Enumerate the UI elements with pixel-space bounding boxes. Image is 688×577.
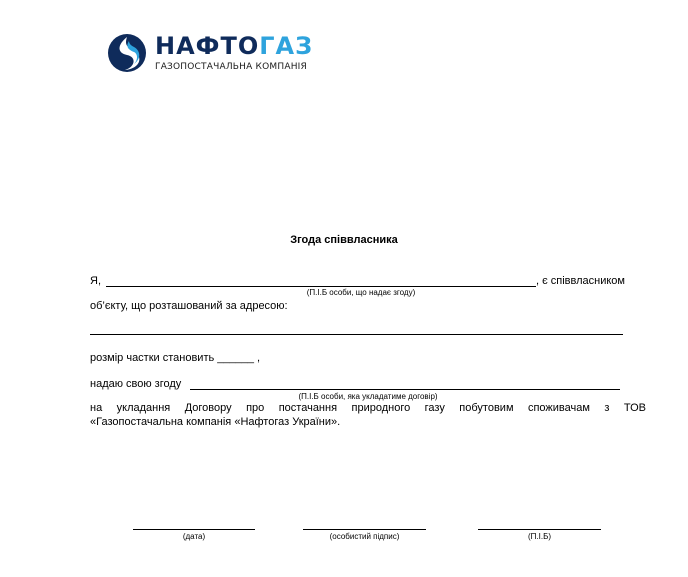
naftogaz-logo-icon <box>107 33 147 73</box>
document-title: Згода співвласника <box>290 234 398 246</box>
name-giver-line <box>106 286 536 287</box>
caption-name-giver: (П.І.Б особи, що надає згоду) <box>306 288 416 297</box>
address-line <box>90 334 623 335</box>
body-line-1: на укладання Договору про постачання природного газу побутовим споживачам з ТОВ <box>90 402 646 414</box>
name-line <box>478 529 601 530</box>
date-line <box>133 529 255 530</box>
contract-person-line <box>190 389 620 390</box>
logo-wordmark <box>155 33 313 59</box>
signature-line <box>303 529 426 530</box>
line1-suffix: , є співвласником <box>536 275 625 287</box>
caption-date: (дата) <box>182 532 206 541</box>
caption-signature: (особистий підпис) <box>329 532 400 541</box>
address-label: об’єкту, що розташований за адресою: <box>90 300 288 312</box>
logo-word-light: ГАЗ <box>259 32 314 60</box>
caption-name: (П.І.Б) <box>528 532 551 541</box>
logo-word-dark: НАФТО <box>155 32 260 60</box>
line1-prefix: Я, <box>90 275 101 287</box>
consent-prefix: надаю свою згоду <box>90 378 182 390</box>
caption-contract-person: (П.І.Б особи, яка укладатиме договір) <box>298 392 438 401</box>
share-text: розмір частки становить ______ , <box>90 352 261 364</box>
logo-subtitle: ГАЗОПОСТАЧАЛЬНА КОМПАНІЯ <box>155 62 307 72</box>
body-line-2: «Газопостачальна компанія «Нафтогаз України». <box>90 416 341 428</box>
